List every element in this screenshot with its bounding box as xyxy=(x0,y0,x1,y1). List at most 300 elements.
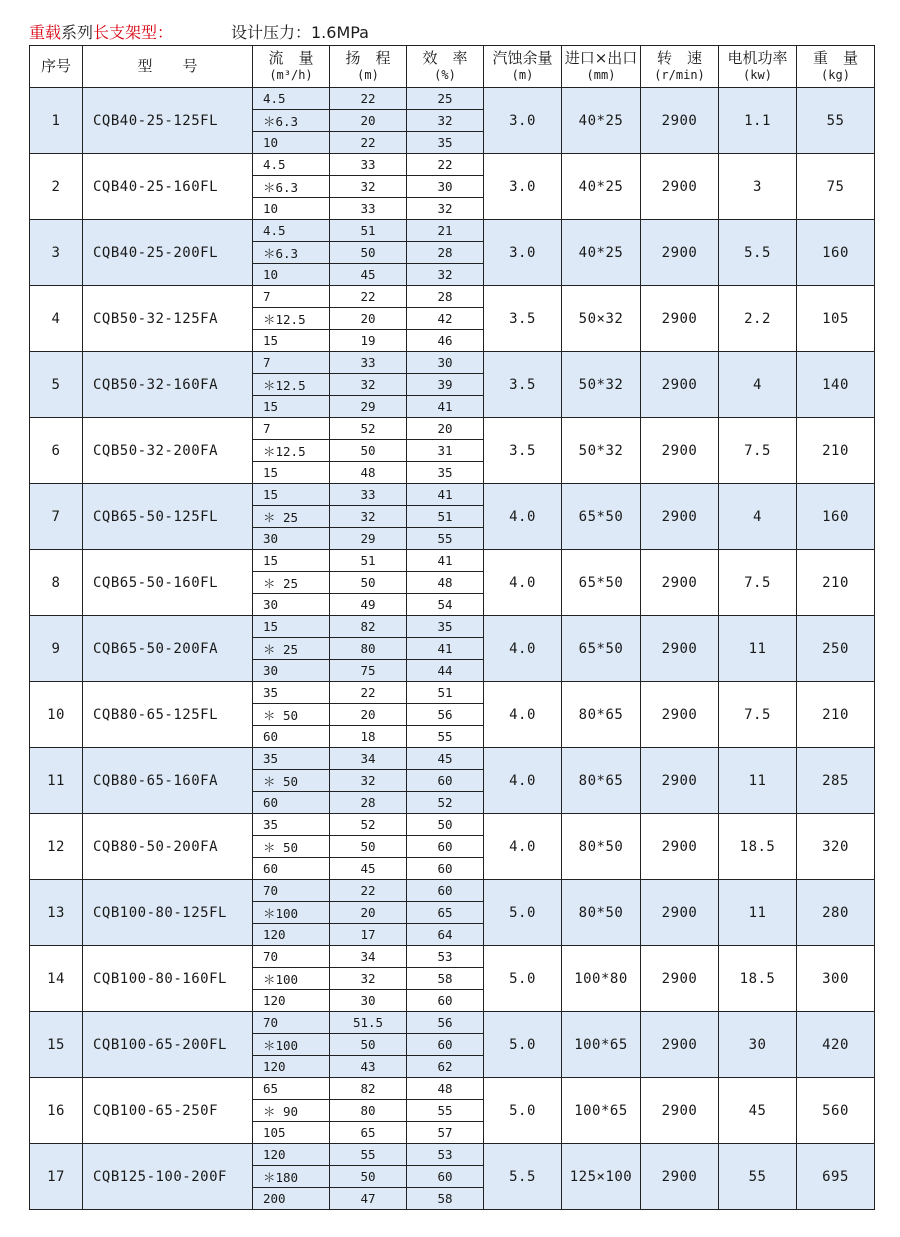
inlet-outlet-cell: 40*25 xyxy=(562,88,641,154)
motor-power-cell: 4 xyxy=(719,352,797,418)
row-number: 14 xyxy=(30,946,83,1012)
flow-cell: 120 xyxy=(253,924,330,946)
motor-power-cell: 18.5 xyxy=(719,814,797,880)
flow-cell: 35 xyxy=(253,748,330,770)
flow-cell: 70 xyxy=(253,880,330,902)
head-cell: 45 xyxy=(330,858,407,880)
efficiency-cell: 30 xyxy=(407,176,484,198)
col-speed-label: 转 速 xyxy=(656,48,702,67)
efficiency-cell: 51 xyxy=(407,682,484,704)
efficiency-cell: 53 xyxy=(407,946,484,968)
head-cell: 32 xyxy=(330,968,407,990)
col-model: 型 号 xyxy=(83,46,253,88)
weight-cell: 300 xyxy=(797,946,875,1012)
table-row xyxy=(30,352,875,374)
flow-cell: ＊100 xyxy=(253,1034,330,1056)
efficiency-cell: 35 xyxy=(407,462,484,484)
col-no: 序号 xyxy=(30,46,83,88)
npsh-cell: 3.5 xyxy=(484,286,562,352)
head-cell: 52 xyxy=(330,814,407,836)
col-speed-unit: (r/min) xyxy=(654,67,705,82)
table-row xyxy=(30,418,875,440)
flow-cell: 30 xyxy=(253,660,330,682)
head-cell: 19 xyxy=(330,330,407,352)
weight-cell: 105 xyxy=(797,286,875,352)
row-number: 9 xyxy=(30,616,83,682)
head-cell: 20 xyxy=(330,704,407,726)
npsh-cell: 5.0 xyxy=(484,880,562,946)
flow-cell: ＊12.5 xyxy=(253,374,330,396)
table-row xyxy=(30,946,875,968)
efficiency-cell: 25 xyxy=(407,88,484,110)
efficiency-cell: 50 xyxy=(407,814,484,836)
speed-cell: 2900 xyxy=(641,418,719,484)
model-cell: CQB50-32-160FA xyxy=(83,352,253,418)
weight-cell: 160 xyxy=(797,220,875,286)
speed-cell: 2900 xyxy=(641,880,719,946)
efficiency-cell: 44 xyxy=(407,660,484,682)
table-row xyxy=(30,748,875,770)
weight-cell: 75 xyxy=(797,154,875,220)
efficiency-cell: 62 xyxy=(407,1056,484,1078)
speed-cell: 2900 xyxy=(641,484,719,550)
efficiency-cell: 56 xyxy=(407,1012,484,1034)
type-label: 长支架型： xyxy=(93,23,174,42)
model-cell: CQB80-65-125FL xyxy=(83,682,253,748)
flow-cell: 70 xyxy=(253,946,330,968)
flow-cell: ＊ 90 xyxy=(253,1100,330,1122)
flow-cell: 10 xyxy=(253,264,330,286)
efficiency-cell: 28 xyxy=(407,242,484,264)
flow-cell: 60 xyxy=(253,858,330,880)
speed-cell: 2900 xyxy=(641,220,719,286)
flow-cell: 10 xyxy=(253,132,330,154)
head-cell: 28 xyxy=(330,792,407,814)
row-number: 16 xyxy=(30,1078,83,1144)
row-number: 3 xyxy=(30,220,83,286)
row-number: 13 xyxy=(30,880,83,946)
weight-cell: 140 xyxy=(797,352,875,418)
flow-cell: ＊ 25 xyxy=(253,572,330,594)
head-cell: 22 xyxy=(330,88,407,110)
speed-cell: 2900 xyxy=(641,154,719,220)
head-cell: 51.5 xyxy=(330,1012,407,1034)
head-cell: 32 xyxy=(330,374,407,396)
inlet-outlet-cell: 65*50 xyxy=(562,484,641,550)
efficiency-cell: 60 xyxy=(407,770,484,792)
efficiency-cell: 22 xyxy=(407,154,484,176)
head-cell: 52 xyxy=(330,418,407,440)
col-head xyxy=(330,46,407,88)
flow-cell: 200 xyxy=(253,1188,330,1210)
table-row xyxy=(30,682,875,704)
npsh-cell: 3.0 xyxy=(484,154,562,220)
head-cell: 29 xyxy=(330,528,407,550)
efficiency-cell: 60 xyxy=(407,1166,484,1188)
head-cell: 22 xyxy=(330,286,407,308)
head-cell: 29 xyxy=(330,396,407,418)
motor-power-cell: 7.5 xyxy=(719,682,797,748)
efficiency-cell: 41 xyxy=(407,638,484,660)
table-row xyxy=(30,286,875,308)
npsh-cell: 4.0 xyxy=(484,616,562,682)
inlet-outlet-cell: 80*65 xyxy=(562,682,641,748)
npsh-cell: 5.5 xyxy=(484,1144,562,1210)
flow-cell: 10 xyxy=(253,198,330,220)
motor-power-cell: 7.5 xyxy=(719,550,797,616)
efficiency-cell: 35 xyxy=(407,616,484,638)
table-row xyxy=(30,1012,875,1034)
flow-cell: 7 xyxy=(253,352,330,374)
head-cell: 48 xyxy=(330,462,407,484)
npsh-cell: 5.0 xyxy=(484,1078,562,1144)
inlet-outlet-cell: 65*50 xyxy=(562,550,641,616)
weight-cell: 160 xyxy=(797,484,875,550)
head-cell: 32 xyxy=(330,176,407,198)
model-cell: CQB80-65-160FA xyxy=(83,748,253,814)
efficiency-cell: 41 xyxy=(407,484,484,506)
efficiency-cell: 48 xyxy=(407,1078,484,1100)
head-cell: 50 xyxy=(330,1034,407,1056)
row-number: 5 xyxy=(30,352,83,418)
flow-cell: 105 xyxy=(253,1122,330,1144)
head-cell: 65 xyxy=(330,1122,407,1144)
efficiency-cell: 57 xyxy=(407,1122,484,1144)
head-cell: 34 xyxy=(330,946,407,968)
head-cell: 33 xyxy=(330,198,407,220)
col-npsh xyxy=(484,46,562,88)
weight-cell: 695 xyxy=(797,1144,875,1210)
efficiency-cell: 60 xyxy=(407,1034,484,1056)
speed-cell: 2900 xyxy=(641,1012,719,1078)
col-flow-unit: (m³/h) xyxy=(269,67,313,82)
flow-cell: 65 xyxy=(253,1078,330,1100)
efficiency-cell: 46 xyxy=(407,330,484,352)
npsh-cell: 4.0 xyxy=(484,814,562,880)
head-cell: 32 xyxy=(330,770,407,792)
inlet-outlet-cell: 100*65 xyxy=(562,1012,641,1078)
motor-power-cell: 30 xyxy=(719,1012,797,1078)
row-number: 11 xyxy=(30,748,83,814)
efficiency-cell: 39 xyxy=(407,374,484,396)
head-cell: 49 xyxy=(330,594,407,616)
efficiency-cell: 60 xyxy=(407,990,484,1012)
flow-cell: 30 xyxy=(253,594,330,616)
model-cell: CQB40-25-160FL xyxy=(83,154,253,220)
flow-cell: 4.5 xyxy=(253,88,330,110)
motor-power-cell: 1.1 xyxy=(719,88,797,154)
flow-cell: 15 xyxy=(253,396,330,418)
efficiency-cell: 65 xyxy=(407,902,484,924)
head-cell: 82 xyxy=(330,1078,407,1100)
head-cell: 75 xyxy=(330,660,407,682)
npsh-cell: 3.0 xyxy=(484,88,562,154)
efficiency-cell: 32 xyxy=(407,264,484,286)
row-number: 1 xyxy=(30,88,83,154)
col-head-unit: (m) xyxy=(357,67,379,82)
row-number: 6 xyxy=(30,418,83,484)
efficiency-cell: 55 xyxy=(407,726,484,748)
table-row xyxy=(30,616,875,638)
efficiency-cell: 58 xyxy=(407,968,484,990)
npsh-cell: 3.0 xyxy=(484,220,562,286)
table-row xyxy=(30,88,875,110)
flow-cell: 60 xyxy=(253,792,330,814)
efficiency-cell: 55 xyxy=(407,1100,484,1122)
flow-cell: ＊6.3 xyxy=(253,176,330,198)
weight-cell: 210 xyxy=(797,682,875,748)
efficiency-cell: 28 xyxy=(407,286,484,308)
model-cell: CQB65-50-160FL xyxy=(83,550,253,616)
inlet-outlet-cell: 65*50 xyxy=(562,616,641,682)
inlet-outlet-cell: 100*80 xyxy=(562,946,641,1012)
head-cell: 18 xyxy=(330,726,407,748)
table-row xyxy=(30,1144,875,1166)
efficiency-cell: 42 xyxy=(407,308,484,330)
head-cell: 50 xyxy=(330,836,407,858)
speed-cell: 2900 xyxy=(641,352,719,418)
speed-cell: 2900 xyxy=(641,616,719,682)
efficiency-cell: 60 xyxy=(407,836,484,858)
head-cell: 80 xyxy=(330,638,407,660)
inlet-outlet-cell: 50*32 xyxy=(562,418,641,484)
speed-cell: 2900 xyxy=(641,286,719,352)
row-number: 2 xyxy=(30,154,83,220)
head-cell: 30 xyxy=(330,990,407,1012)
col-inlet-outlet-label: 进口×出口 xyxy=(564,48,638,67)
model-cell: CQB65-50-125FL xyxy=(83,484,253,550)
motor-power-cell: 3 xyxy=(719,154,797,220)
inlet-outlet-cell: 40*25 xyxy=(562,220,641,286)
speed-cell: 2900 xyxy=(641,1144,719,1210)
head-cell: 22 xyxy=(330,132,407,154)
speed-cell: 2900 xyxy=(641,682,719,748)
inlet-outlet-cell: 80*65 xyxy=(562,748,641,814)
table-row xyxy=(30,1078,875,1100)
page-heading xyxy=(29,20,369,44)
flow-cell: 7 xyxy=(253,418,330,440)
pump-spec-table xyxy=(29,45,875,1210)
head-cell: 22 xyxy=(330,682,407,704)
head-cell: 51 xyxy=(330,220,407,242)
inlet-outlet-cell: 100*65 xyxy=(562,1078,641,1144)
col-weight-unit: (kg) xyxy=(821,67,850,82)
flow-cell: ＊6.3 xyxy=(253,110,330,132)
head-cell: 80 xyxy=(330,1100,407,1122)
header-row xyxy=(30,46,875,88)
efficiency-cell: 58 xyxy=(407,1188,484,1210)
flow-cell: 15 xyxy=(253,484,330,506)
weight-cell: 210 xyxy=(797,418,875,484)
model-cell: CQB50-32-125FA xyxy=(83,286,253,352)
design-pressure: 设计压力：1.6MPa xyxy=(231,23,369,42)
row-number: 8 xyxy=(30,550,83,616)
efficiency-cell: 21 xyxy=(407,220,484,242)
flow-cell: 15 xyxy=(253,330,330,352)
efficiency-cell: 55 xyxy=(407,528,484,550)
head-cell: 20 xyxy=(330,308,407,330)
head-cell: 20 xyxy=(330,110,407,132)
table-row xyxy=(30,220,875,242)
speed-cell: 2900 xyxy=(641,1078,719,1144)
table-row xyxy=(30,814,875,836)
model-cell: CQB100-80-125FL xyxy=(83,880,253,946)
model-cell: CQB80-50-200FA xyxy=(83,814,253,880)
head-cell: 34 xyxy=(330,748,407,770)
efficiency-cell: 52 xyxy=(407,792,484,814)
speed-cell: 2900 xyxy=(641,946,719,1012)
model-cell: CQB100-80-160FL xyxy=(83,946,253,1012)
row-number: 12 xyxy=(30,814,83,880)
efficiency-cell: 20 xyxy=(407,418,484,440)
flow-cell: 4.5 xyxy=(253,220,330,242)
npsh-cell: 4.0 xyxy=(484,550,562,616)
flow-cell: ＊6.3 xyxy=(253,242,330,264)
table-body xyxy=(30,88,875,1210)
flow-cell: ＊ 50 xyxy=(253,836,330,858)
col-efficiency xyxy=(407,46,484,88)
speed-cell: 2900 xyxy=(641,550,719,616)
npsh-cell: 4.0 xyxy=(484,484,562,550)
motor-power-cell: 11 xyxy=(719,748,797,814)
weight-cell: 560 xyxy=(797,1078,875,1144)
flow-cell: 30 xyxy=(253,528,330,550)
col-efficiency-unit: (%) xyxy=(434,67,456,82)
inlet-outlet-cell: 80*50 xyxy=(562,814,641,880)
motor-power-cell: 11 xyxy=(719,616,797,682)
efficiency-cell: 31 xyxy=(407,440,484,462)
efficiency-cell: 64 xyxy=(407,924,484,946)
motor-power-cell: 2.2 xyxy=(719,286,797,352)
head-cell: 51 xyxy=(330,550,407,572)
head-cell: 43 xyxy=(330,1056,407,1078)
flow-cell: 7 xyxy=(253,286,330,308)
flow-cell: 15 xyxy=(253,550,330,572)
head-cell: 55 xyxy=(330,1144,407,1166)
weight-cell: 250 xyxy=(797,616,875,682)
inlet-outlet-cell: 125×100 xyxy=(562,1144,641,1210)
speed-cell: 2900 xyxy=(641,88,719,154)
head-cell: 45 xyxy=(330,264,407,286)
flow-cell: 120 xyxy=(253,1056,330,1078)
head-cell: 50 xyxy=(330,242,407,264)
flow-cell: 120 xyxy=(253,1144,330,1166)
efficiency-cell: 51 xyxy=(407,506,484,528)
efficiency-cell: 53 xyxy=(407,1144,484,1166)
npsh-cell: 3.5 xyxy=(484,418,562,484)
inlet-outlet-cell: 80*50 xyxy=(562,880,641,946)
flow-cell: ＊ 25 xyxy=(253,506,330,528)
speed-cell: 2900 xyxy=(641,748,719,814)
head-cell: 33 xyxy=(330,484,407,506)
head-cell: 82 xyxy=(330,616,407,638)
row-number: 7 xyxy=(30,484,83,550)
efficiency-cell: 60 xyxy=(407,880,484,902)
efficiency-cell: 35 xyxy=(407,132,484,154)
table-row xyxy=(30,880,875,902)
weight-cell: 280 xyxy=(797,880,875,946)
speed-cell: 2900 xyxy=(641,814,719,880)
col-flow-label: 流 量 xyxy=(268,48,314,67)
col-speed xyxy=(641,46,719,88)
col-npsh-label: 汽蚀余量 xyxy=(492,48,553,67)
flow-cell: ＊12.5 xyxy=(253,440,330,462)
motor-power-cell: 5.5 xyxy=(719,220,797,286)
col-head-label: 扬 程 xyxy=(345,48,391,67)
flow-cell: ＊12.5 xyxy=(253,308,330,330)
col-weight xyxy=(797,46,875,88)
efficiency-cell: 60 xyxy=(407,858,484,880)
model-cell: CQB125-100-200F xyxy=(83,1144,253,1210)
head-cell: 32 xyxy=(330,506,407,528)
model-cell: CQB40-25-125FL xyxy=(83,88,253,154)
col-inlet-outlet-unit: (mm) xyxy=(586,67,616,82)
weight-cell: 285 xyxy=(797,748,875,814)
row-number: 17 xyxy=(30,1144,83,1210)
model-cell: CQB100-65-250F xyxy=(83,1078,253,1144)
motor-power-cell: 45 xyxy=(719,1078,797,1144)
efficiency-cell: 54 xyxy=(407,594,484,616)
motor-power-cell: 11 xyxy=(719,880,797,946)
flow-cell: 15 xyxy=(253,616,330,638)
npsh-cell: 5.0 xyxy=(484,946,562,1012)
series-label-red: 重载 xyxy=(29,23,62,42)
col-weight-label: 重 量 xyxy=(812,48,858,67)
head-cell: 17 xyxy=(330,924,407,946)
efficiency-cell: 56 xyxy=(407,704,484,726)
col-motor-power-unit: (kw) xyxy=(743,67,772,82)
npsh-cell: 4.0 xyxy=(484,748,562,814)
col-motor-power-label: 电机功率 xyxy=(727,48,788,67)
col-efficiency-label: 效 率 xyxy=(422,48,468,67)
motor-power-cell: 55 xyxy=(719,1144,797,1210)
weight-cell: 55 xyxy=(797,88,875,154)
inlet-outlet-cell: 50×32 xyxy=(562,286,641,352)
flow-cell: ＊100 xyxy=(253,968,330,990)
flow-cell: ＊100 xyxy=(253,902,330,924)
model-cell: CQB65-50-200FA xyxy=(83,616,253,682)
flow-cell: 120 xyxy=(253,990,330,1012)
col-inlet-outlet xyxy=(562,46,641,88)
row-number: 4 xyxy=(30,286,83,352)
efficiency-cell: 48 xyxy=(407,572,484,594)
head-cell: 47 xyxy=(330,1188,407,1210)
flow-cell: ＊ 25 xyxy=(253,638,330,660)
model-cell: CQB100-65-200FL xyxy=(83,1012,253,1078)
col-motor-power xyxy=(719,46,797,88)
model-cell: CQB40-25-200FL xyxy=(83,220,253,286)
flow-cell: 15 xyxy=(253,462,330,484)
efficiency-cell: 32 xyxy=(407,198,484,220)
head-cell: 33 xyxy=(330,352,407,374)
head-cell: 50 xyxy=(330,572,407,594)
head-cell: 50 xyxy=(330,440,407,462)
flow-cell: 4.5 xyxy=(253,154,330,176)
flow-cell: 60 xyxy=(253,726,330,748)
table-row xyxy=(30,154,875,176)
model-cell: CQB50-32-200FA xyxy=(83,418,253,484)
flow-cell: 35 xyxy=(253,682,330,704)
flow-cell: 35 xyxy=(253,814,330,836)
flow-cell: ＊ 50 xyxy=(253,704,330,726)
head-cell: 22 xyxy=(330,880,407,902)
head-cell: 33 xyxy=(330,154,407,176)
npsh-cell: 5.0 xyxy=(484,1012,562,1078)
efficiency-cell: 41 xyxy=(407,550,484,572)
npsh-cell: 4.0 xyxy=(484,682,562,748)
motor-power-cell: 4 xyxy=(719,484,797,550)
flow-cell: ＊ 50 xyxy=(253,770,330,792)
